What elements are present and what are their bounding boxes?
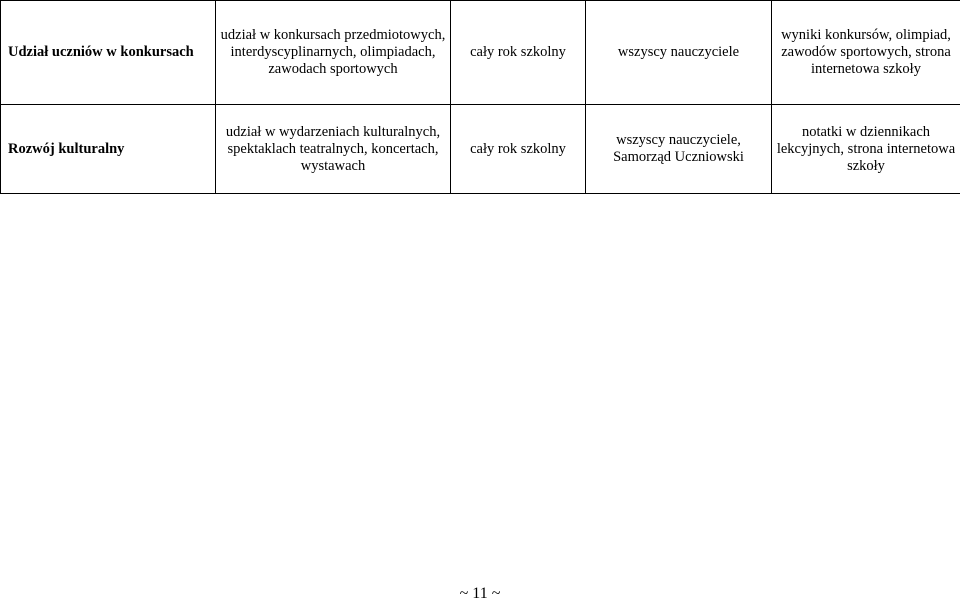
responsible-cell: wszyscy nauczyciele <box>586 1 772 105</box>
evidence-cell: notatki w dziennikach lekcyjnych, strona internetowa szkoły <box>772 105 960 194</box>
activity-cell: udział w wydarzeniach kulturalnych, spektaklach teatralnych, koncertach, wystawach <box>216 105 451 194</box>
time-cell: cały rok szkolny <box>451 105 586 194</box>
area-cell: Udział uczniów w konkursach <box>1 1 216 105</box>
activity-cell: udział w konkursach przedmiotowych, interdyscyplinarnych, olimpiadach, zawodach sportowych <box>216 1 451 105</box>
table-row <box>1 105 960 194</box>
page-number: ~ 11 ~ <box>0 585 960 603</box>
evidence-cell: wyniki konkursów, olimpiad, zawodów sportowych, strona internetowa szkoły <box>772 1 960 105</box>
time-cell: cały rok szkolny <box>451 1 586 105</box>
table-row <box>1 1 960 105</box>
responsible-cell: wszyscy nauczyciele, Samorząd Uczniowski <box>586 105 772 194</box>
area-cell: Rozwój kulturalny <box>1 105 216 194</box>
plan-table <box>0 0 960 194</box>
